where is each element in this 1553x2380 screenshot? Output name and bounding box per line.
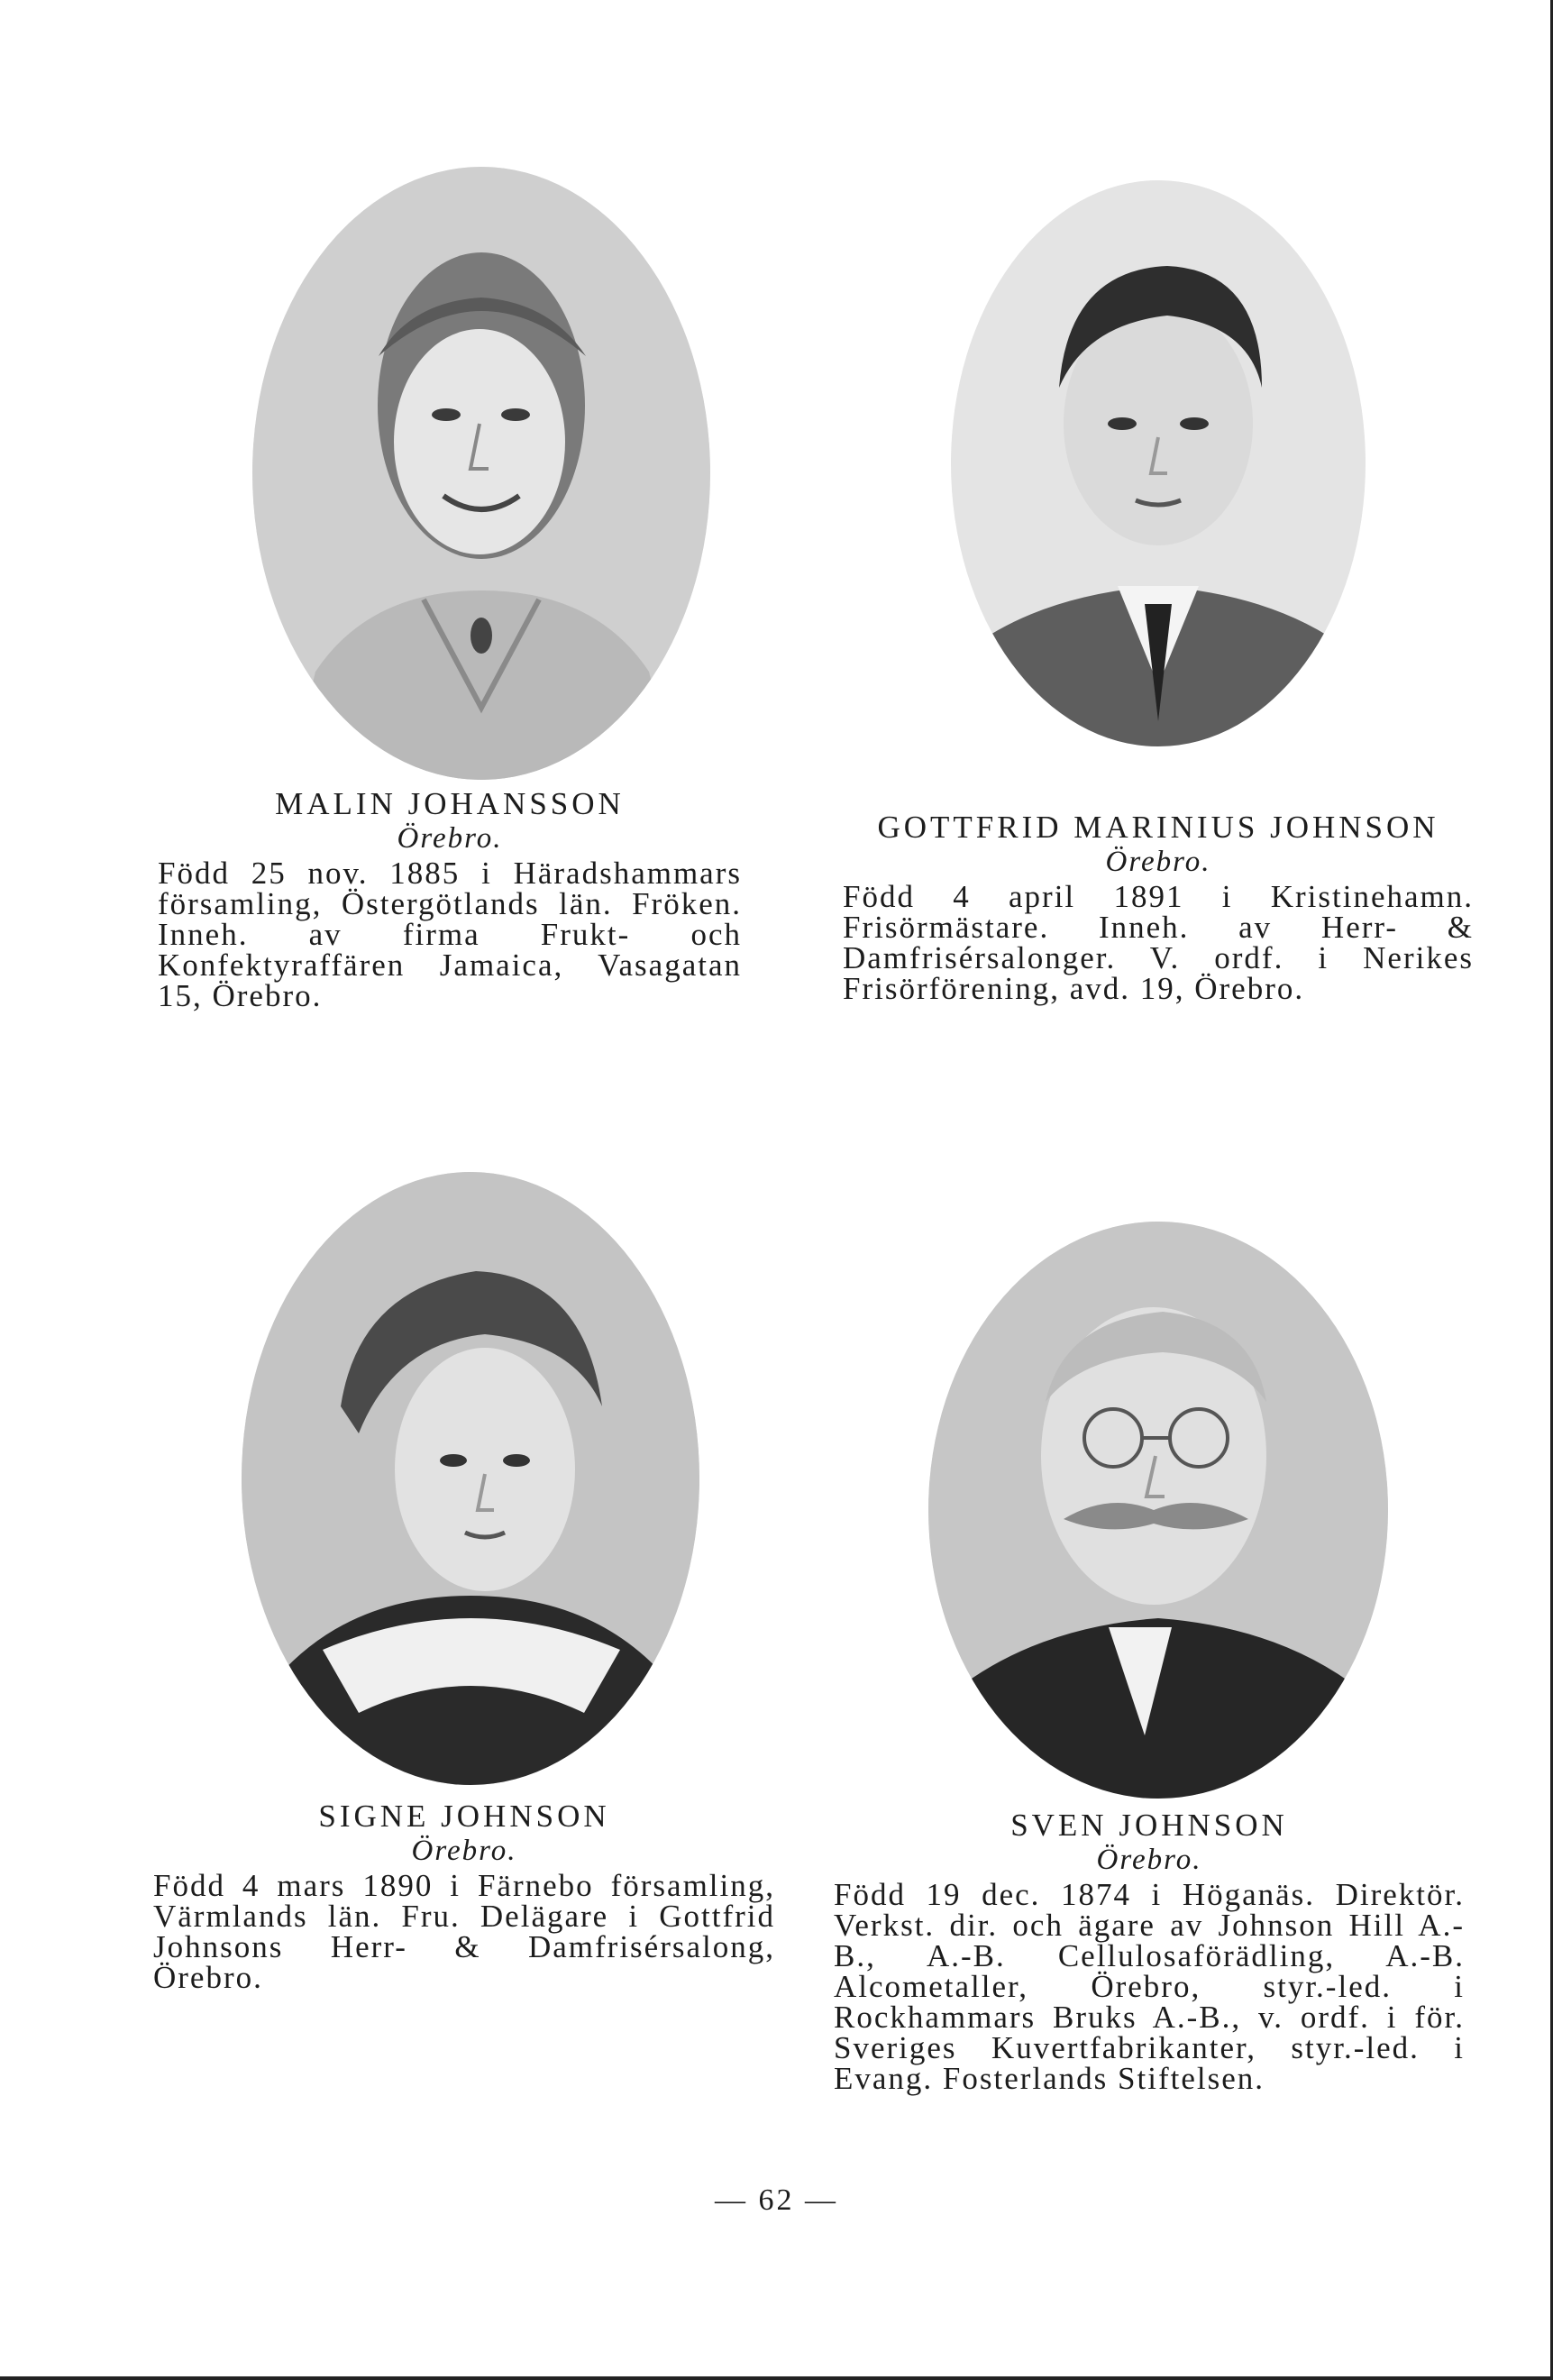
person-city: Örebro. — [1105, 846, 1211, 878]
person-name: SVEN JOHNSON — [1010, 1808, 1288, 1843]
bio-block-3 — [153, 1799, 775, 1993]
bio-block-2 — [843, 810, 1474, 1004]
person-name: MALIN JOHANSSON — [275, 786, 625, 821]
portrait-gottfrid-johnson — [951, 180, 1366, 746]
portrait-sven-johnson — [928, 1222, 1388, 1799]
person-bio: Född 25 nov. 1885 i Häradshammars församling, Östergötlands län. Fröken. Inneh. av firma Frukt- och Konfektyraffären Jamaica, Vasagatan 15, Örebro. — [158, 856, 742, 1013]
person-bio: Född 19 dec. 1874 i Höganäs. Direktör. Verkst. dir. och ägare av Johnson Hill A.-B., A.-B. Cellulosaförädling, A.-B. Alcometaller, Örebro, styr.-led. i Rockhammars Bruks A.-B., v. ordf. i för. Sveriges Kuvertfabrikanter, styr.-led. i Evang. Fosterlands Stiftelsen. — [834, 1877, 1465, 2096]
person-name: GOTTFRID MARINIUS JOHNSON — [877, 810, 1439, 845]
portrait-malin-johansson — [252, 167, 710, 780]
person-bio: Född 4 mars 1890 i Färnebo församling, Värmlands län. Fru. Delägare i Gottfrid Johnsons Herr- & Damfrisérsalong, Örebro. — [153, 1868, 775, 1995]
person-bio: Född 4 april 1891 i Kristinehamn. Frisörmästare. Inneh. av Herr- & Damfrisérsalonger. V. ordf. i Nerikes Frisörförening, avd. 19, Örebro. — [843, 879, 1474, 1006]
person-name: SIGNE JOHNSON — [318, 1799, 610, 1834]
person-city: Örebro. — [1096, 1844, 1202, 1876]
person-city: Örebro. — [411, 1835, 517, 1867]
bio-block-4 — [834, 1808, 1465, 2094]
portrait-signe-johnson — [242, 1172, 699, 1785]
bio-block-1 — [158, 786, 742, 1012]
page-number: — 62 — — [715, 2183, 838, 2217]
person-city: Örebro. — [397, 822, 503, 855]
